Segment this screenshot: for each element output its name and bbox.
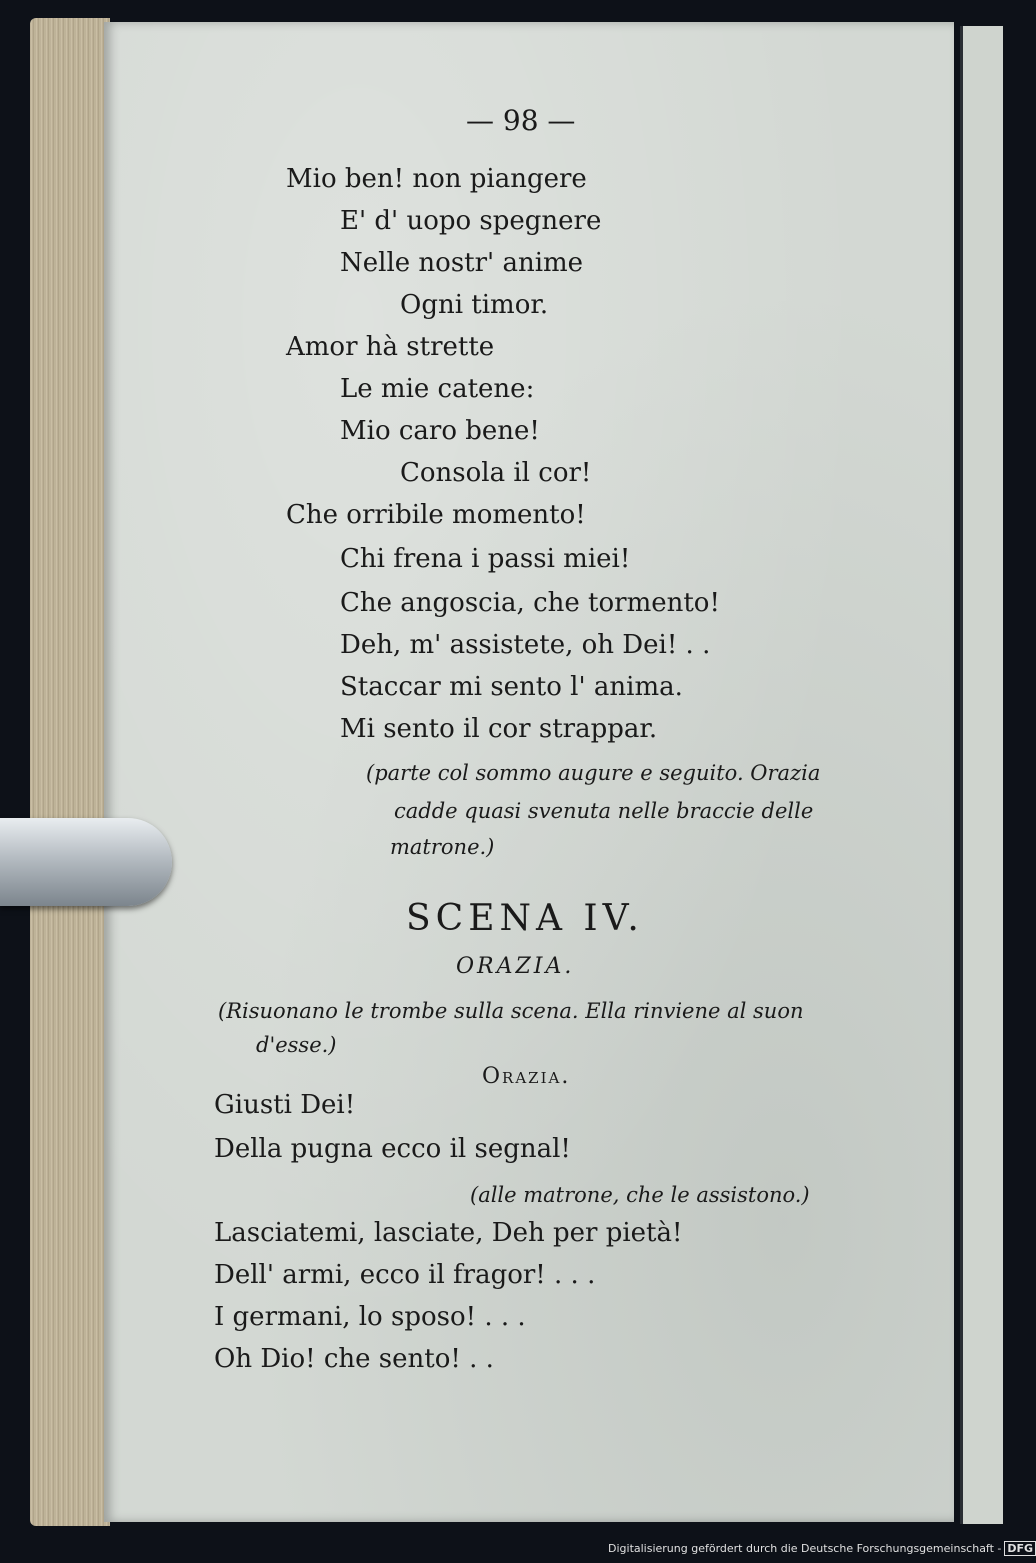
page-number: — 98 — xyxy=(466,104,576,137)
digitization-footer xyxy=(608,1542,1036,1555)
verse-line: Le mie catene: xyxy=(340,374,535,404)
stage-direction-line: (alle matrone, che le assistono.) xyxy=(470,1183,810,1207)
verse-line: Che angoscia, che tormento! xyxy=(340,588,720,618)
book-page-edges xyxy=(30,18,110,1526)
verse-line: Della pugna ecco il segnal! xyxy=(214,1134,571,1164)
verse-line: Chi frena i passi miei! xyxy=(340,544,631,574)
verse-line: Che orribile momento! xyxy=(286,500,586,530)
scene-character: ORAZIA. xyxy=(456,954,575,979)
verse-line: Staccar mi sento l' anima. xyxy=(340,672,683,702)
stage-direction-line: d'esse.) xyxy=(256,1033,337,1057)
facing-page-edge xyxy=(960,26,1003,1524)
verse-line: Ogni timor. xyxy=(400,290,549,320)
footer-text: Digitalisierung gefördert durch die Deutsche Forschungsgemeinschaft - xyxy=(608,1542,1002,1555)
verse-line: Mio caro bene! xyxy=(340,416,540,446)
verse-line: Mi sento il cor strappar. xyxy=(340,714,658,744)
verse-line: Oh Dio! che sento! . . xyxy=(214,1344,494,1374)
stage-direction-line: matrone.) xyxy=(390,835,495,859)
page-clip xyxy=(0,818,172,906)
speaker-name: Orazia. xyxy=(482,1064,571,1089)
verse-line: Giusti Dei! xyxy=(214,1090,356,1120)
verse-line: Mio ben! non piangere xyxy=(286,164,587,194)
stage-direction-line: cadde quasi svenuta nelle braccie delle xyxy=(394,799,814,823)
verse-line: I germani, lo sposo! . . . xyxy=(214,1302,526,1332)
verse-line: Lasciatemi, lasciate, Deh per pietà! xyxy=(214,1218,683,1248)
stage-direction-line: (Risuonano le trombe sulla scena. Ella rinviene al suon xyxy=(218,999,804,1023)
verse-line: Dell' armi, ecco il fragor! . . . xyxy=(214,1260,596,1290)
verse-line: E' d' uopo spegnere xyxy=(340,206,602,236)
stage-direction-line: (parte col sommo augure e seguito. Orazia xyxy=(366,761,821,785)
scene-heading: SCENA IV. xyxy=(406,898,644,939)
verse-line: Consola il cor! xyxy=(400,458,592,488)
dfg-logo: DFG xyxy=(1004,1541,1036,1556)
verse-line: Nelle nostr' anime xyxy=(340,248,584,278)
verse-line: Amor hà strette xyxy=(286,332,495,362)
verse-line: Deh, m' assistete, oh Dei! . . xyxy=(340,630,711,660)
